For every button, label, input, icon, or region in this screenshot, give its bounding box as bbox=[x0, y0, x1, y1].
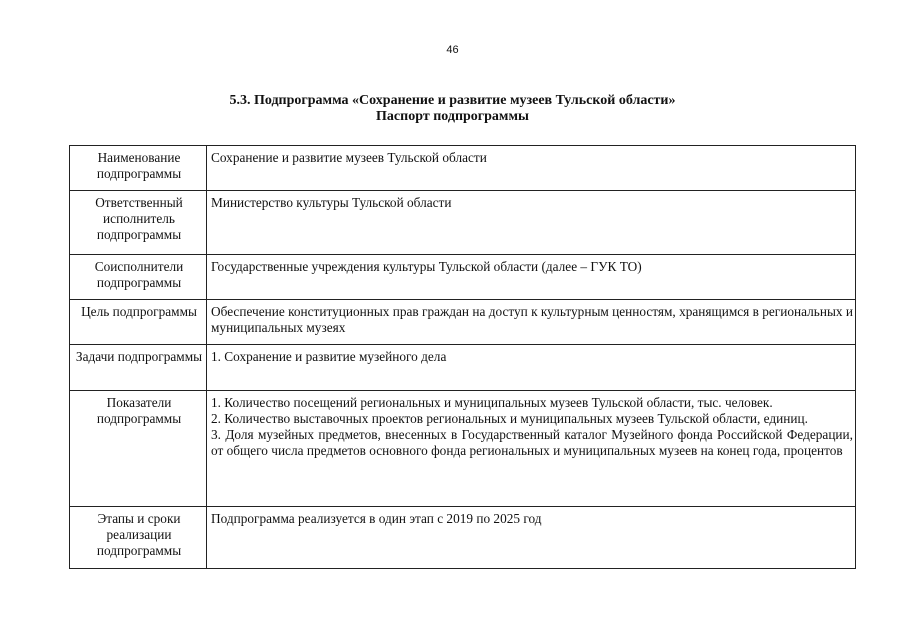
row-value bbox=[207, 391, 856, 507]
table-row bbox=[70, 391, 856, 507]
passport-table bbox=[69, 145, 856, 569]
table-row bbox=[70, 507, 856, 569]
indicator-item: 3. Доля музейных предметов, внесенных в Государственный каталог Музейного фонда Российской Федерации, от общего числа предметов основного фонда региональных и муниципальных музеев на конец года, процентов bbox=[211, 427, 853, 458]
row-value: Министерство культуры Тульской области bbox=[207, 191, 856, 255]
row-value: Сохранение и развитие музеев Тульской области bbox=[207, 146, 856, 191]
row-value: Подпрограмма реализуется в один этап с 2019 по 2025 год bbox=[207, 507, 856, 569]
passport-title: Паспорт подпрограммы bbox=[376, 109, 529, 124]
row-label: Соисполнители подпрограммы bbox=[70, 255, 207, 300]
row-label: Показатели подпрограммы bbox=[70, 391, 207, 507]
row-label: Этапы и сроки реализации подпрограммы bbox=[70, 507, 207, 569]
table-row bbox=[70, 300, 856, 345]
row-label: Ответственный исполнитель подпрограммы bbox=[70, 191, 207, 255]
row-value: 1. Сохранение и развитие музейного дела bbox=[207, 345, 856, 391]
row-label: Задачи подпрограммы bbox=[70, 345, 207, 391]
subprogram-title: 5.3. Подпрограмма «Сохранение и развитие музеев Тульской области» bbox=[229, 93, 676, 108]
table-row bbox=[70, 146, 856, 191]
table-row bbox=[70, 191, 856, 255]
row-label: Наименование подпрограммы bbox=[70, 146, 207, 191]
table-row bbox=[70, 255, 856, 300]
row-label: Цель подпрограммы bbox=[70, 300, 207, 345]
row-value: Государственные учреждения культуры Тульской области (далее – ГУК ТО) bbox=[207, 255, 856, 300]
indicator-item: 2. Количество выставочных проектов региональных и муниципальных музеев Тульской области, единиц. bbox=[211, 411, 808, 426]
row-value: Обеспечение конституционных прав граждан на доступ к культурным ценностям, хранящимся в региональных и муниципальных музеях bbox=[207, 300, 856, 345]
table-row bbox=[70, 345, 856, 391]
page-number: 46 bbox=[446, 44, 459, 56]
indicator-item: 1. Количество посещений региональных и муниципальных музеев Тульской области, тыс. человек. bbox=[211, 395, 773, 410]
